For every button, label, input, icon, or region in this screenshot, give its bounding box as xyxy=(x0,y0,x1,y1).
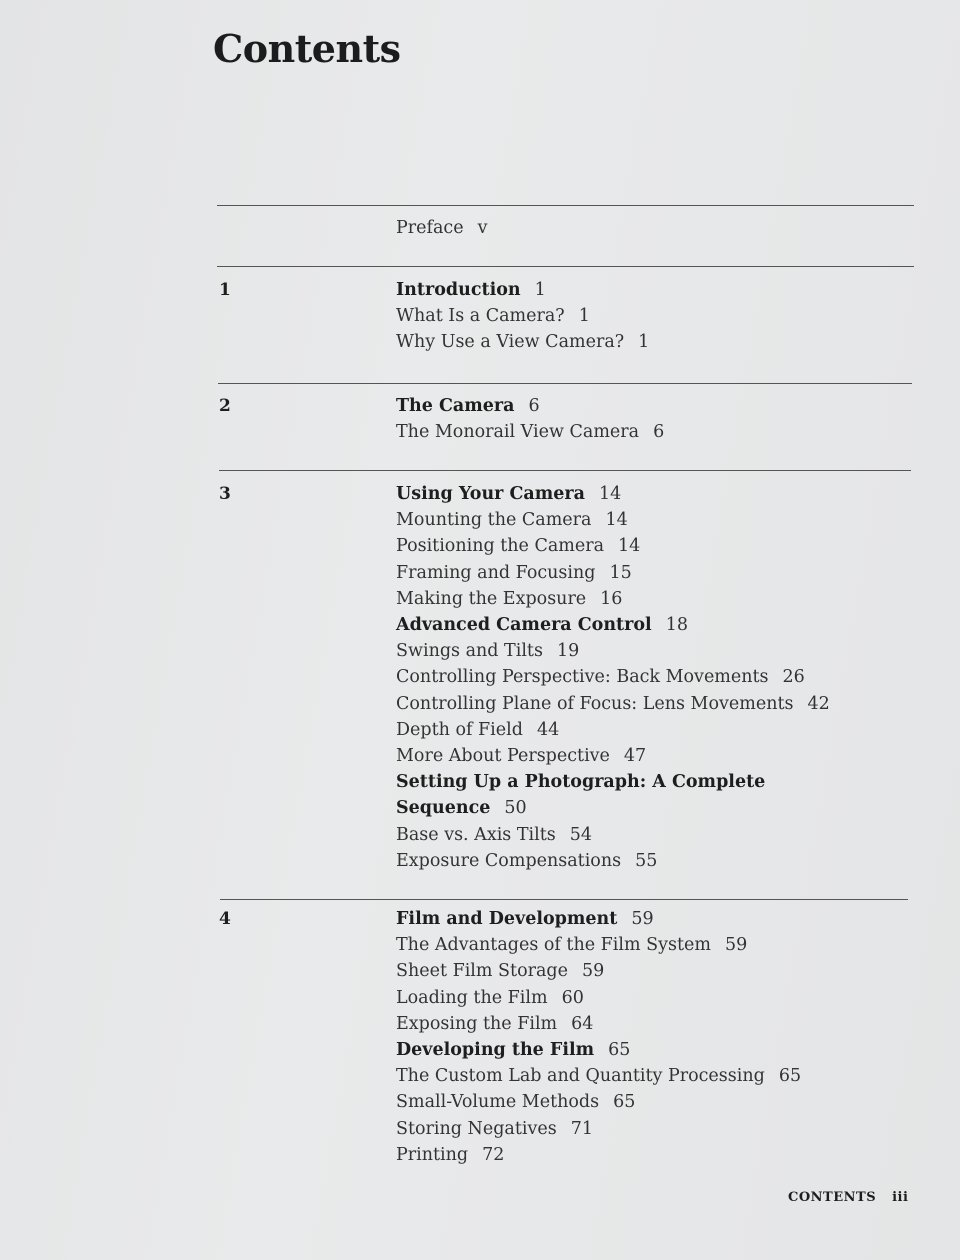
entry-title: Preface xyxy=(396,218,464,238)
entry-page-number: 44 xyxy=(536,719,560,740)
entry-page-number: 65 xyxy=(608,1040,631,1061)
toc-entry xyxy=(396,507,830,533)
entry-page-number: 47 xyxy=(623,746,647,767)
entry-page-number: 15 xyxy=(609,562,632,583)
chapter-entry-list xyxy=(396,393,664,445)
entry-title: Setting Up a Photograph: A Complete xyxy=(396,772,766,793)
entry-title: Storing Negatives xyxy=(396,1118,557,1139)
section-divider xyxy=(220,899,908,900)
toc-entry xyxy=(396,1037,801,1063)
chapter-number: 4 xyxy=(219,909,231,929)
entry-title: Printing xyxy=(396,1144,469,1165)
toc-entry xyxy=(396,717,830,743)
entry-title: Introduction xyxy=(396,280,521,300)
toc-entry xyxy=(396,932,801,958)
entry-title: Advanced Camera Control xyxy=(396,615,652,636)
chapter-entry-list xyxy=(396,277,649,356)
chapter-number: 1 xyxy=(219,280,231,300)
entry-page-number: 59 xyxy=(631,909,654,929)
toc-entry xyxy=(396,664,830,690)
preface-entry xyxy=(396,215,487,241)
entry-title: The Camera xyxy=(396,396,515,416)
entry-page-number: 59 xyxy=(581,961,605,982)
entry-title: The Custom Lab and Quantity Processing xyxy=(396,1066,765,1087)
toc-entry xyxy=(396,419,664,445)
entry-title: Controlling Plane of Focus: Lens Movements xyxy=(396,693,794,714)
toc-entry xyxy=(396,1011,801,1037)
entry-page-number: 1 xyxy=(534,280,546,300)
toc-entry xyxy=(396,958,801,984)
entry-page-number: 18 xyxy=(665,615,688,636)
toc-entry xyxy=(396,329,649,355)
entry-page-number: 60 xyxy=(561,987,584,1008)
footer-label: CONTENTS xyxy=(788,1190,877,1205)
entry-page-number: 14 xyxy=(598,484,622,504)
chapter-entry-list xyxy=(396,481,830,874)
entry-title: Framing and Focusing xyxy=(396,562,596,583)
entry-page-number: 71 xyxy=(570,1118,593,1139)
entry-title: Swings and Tilts xyxy=(396,641,543,662)
section-divider xyxy=(219,470,911,471)
toc-entry xyxy=(396,393,664,419)
toc-entry xyxy=(396,1142,801,1168)
entry-title: Sheet Film Storage xyxy=(396,961,568,982)
toc-entry xyxy=(396,586,830,612)
chapter-number: 3 xyxy=(219,484,231,504)
section-divider xyxy=(217,205,914,206)
entry-title: Using Your Camera xyxy=(396,484,585,504)
toc-entry xyxy=(396,985,801,1011)
entry-title: Exposing the Film xyxy=(396,1013,558,1034)
entry-page-number: 26 xyxy=(782,667,805,688)
entry-title: The Advantages of the Film System xyxy=(396,935,711,956)
entry-title: Small-Volume Methods xyxy=(396,1092,600,1113)
entry-page-number: 14 xyxy=(618,536,641,557)
footer-page-number: iii xyxy=(892,1190,909,1205)
entry-page-number: v xyxy=(477,218,488,238)
entry-page-number: 16 xyxy=(600,588,623,609)
entry-title: Why Use a View Camera? xyxy=(396,332,625,353)
toc-entry xyxy=(396,691,830,717)
entry-title: Controlling Perspective: Back Movements xyxy=(396,667,769,688)
toc-entry xyxy=(396,1116,801,1142)
entry-page-number: 42 xyxy=(807,693,830,714)
entry-page-number: 1 xyxy=(638,332,650,353)
entry-title: What Is a Camera? xyxy=(396,306,565,327)
entry-title: Film and Development xyxy=(396,909,618,929)
toc-entry xyxy=(396,303,649,329)
entry-page-number: 65 xyxy=(778,1066,802,1087)
toc-entry xyxy=(396,638,830,664)
entry-title: Base vs. Axis Tilts xyxy=(396,824,556,845)
entry-page-number: 54 xyxy=(569,824,592,845)
entry-title: More About Perspective xyxy=(396,746,610,767)
entry-title: Exposure Compensations xyxy=(396,850,622,871)
entry-title: Developing the Film xyxy=(396,1040,595,1061)
page-title: Contents xyxy=(213,26,401,71)
chapter-entry-list xyxy=(396,906,801,1168)
entry-title: The Monorail View Camera xyxy=(396,422,640,443)
toc-entry xyxy=(396,1089,801,1115)
section-divider xyxy=(218,383,912,384)
toc-entry xyxy=(396,906,801,932)
entry-title: Making the Exposure xyxy=(396,588,587,609)
entry-title: Loading the Film xyxy=(396,987,548,1008)
toc-entry xyxy=(396,769,830,795)
entry-page-number: 19 xyxy=(556,641,580,662)
entry-page-number: 6 xyxy=(653,422,665,443)
toc-entry xyxy=(396,822,830,848)
entry-title: Mounting the Camera xyxy=(396,510,592,531)
toc-entry xyxy=(396,560,830,586)
entry-page-number: 6 xyxy=(528,396,540,416)
entry-title: Depth of Field xyxy=(396,719,523,740)
entry-page-number: 55 xyxy=(635,850,658,871)
running-footer xyxy=(788,1190,908,1205)
toc-entry xyxy=(396,612,830,638)
toc-entry xyxy=(396,533,830,559)
toc-entry xyxy=(396,481,830,507)
entry-title: Sequence xyxy=(396,798,491,819)
entry-page-number: 59 xyxy=(725,935,748,956)
preface-entry-list xyxy=(396,215,487,241)
entry-page-number: 50 xyxy=(504,798,527,819)
entry-page-number: 64 xyxy=(571,1013,594,1034)
section-divider xyxy=(217,266,914,267)
toc-entry xyxy=(396,1063,801,1089)
entry-page-number: 14 xyxy=(605,510,628,531)
toc-entry xyxy=(396,743,830,769)
entry-page-number: 1 xyxy=(578,306,590,327)
entry-title: Positioning the Camera xyxy=(396,536,605,557)
entry-page-number: 72 xyxy=(482,1144,505,1165)
toc-entry xyxy=(396,795,830,821)
entry-page-number: 65 xyxy=(613,1092,636,1113)
toc-entry xyxy=(396,848,830,874)
toc-entry xyxy=(396,277,649,303)
chapter-number: 2 xyxy=(219,396,231,416)
